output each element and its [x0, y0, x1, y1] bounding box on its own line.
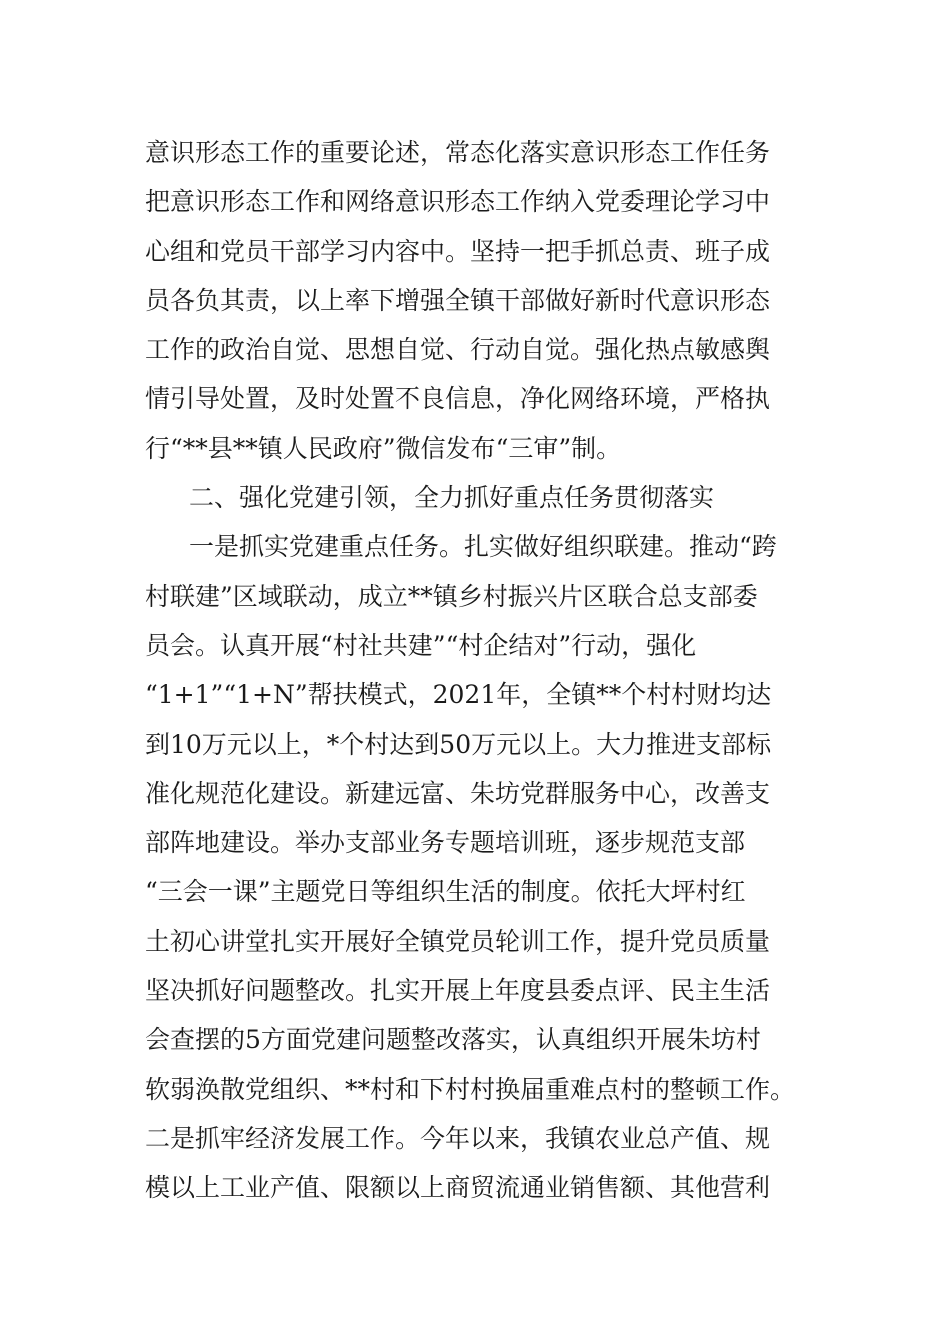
text-line-19: 会查摆的5方面党建问题整改落实，认真组织开展朱坊村 — [145, 1025, 761, 1055]
text-line-10: 村联建”区域联动，成立**镇乡村振兴片区联合总支部委 — [145, 581, 758, 611]
text-line-4: 员各负其责，以上率下增强全镇干部做好新时代意识形态 — [145, 285, 771, 315]
text-line-20: 软弱涣散党组织、**村和下村村换届重难点村的整顿工作。 — [145, 1074, 796, 1104]
text-line-6: 情引导处置，及时处置不良信息，净化网络环境，严格执 — [145, 384, 771, 414]
text-line-5: 工作的政治自觉、思想自觉、行动自觉。强化热点敏感舆 — [145, 335, 771, 365]
text-line-22: 模以上工业产值、限额以上商贸流通业销售额、其他营利 — [145, 1173, 771, 1203]
body-text — [145, 128, 835, 1213]
text-line-7: 行“**县**镇人民政府”微信发布“三审”制。 — [145, 433, 622, 463]
text-line-16: “三会一课”主题党日等组织生活的制度。依托大坪村红 — [145, 877, 746, 907]
text-line-17: 土初心讲堂扎实开展好全镇党员轮训工作，提升党员质量 — [145, 926, 771, 956]
text-line-15: 部阵地建设。举办支部业务专题培训班，逐步规范支部 — [145, 828, 746, 858]
text-line-3: 心组和党员干部学习内容中。坚持一把手抓总责、班子成 — [145, 236, 771, 266]
text-line-9: 一是抓实党建重点任务。扎实做好组织联建。推动“跨 — [189, 532, 777, 562]
text-line-13: 到10万元以上，*个村达到50万元以上。大力推进支部标 — [145, 729, 772, 759]
text-line-21: 二是抓牢经济发展工作。今年以来，我镇农业总产值、规 — [145, 1123, 771, 1153]
text-line-2: 把意识形态工作和网络意识形态工作纳入党委理论学习中 — [145, 187, 771, 217]
text-line-14: 准化规范化建设。新建远富、朱坊党群服务中心，改善支 — [145, 778, 771, 808]
text-line-1: 意识形态工作的重要论述，常态化落实意识形态工作任务 — [145, 138, 771, 167]
section-heading: 二、强化党建引领，全力抓好重点任务贯彻落实 — [189, 483, 715, 513]
text-line-11: 员会。认真开展“村社共建”“村企结对”行动，强化 — [145, 630, 697, 660]
text-line-12: “1+1”“1+N”帮扶模式，2021年，全镇**个村村财均达 — [145, 680, 772, 710]
text-line-18: 坚决抓好问题整改。扎实开展上年度县委点评、民主生活 — [145, 976, 771, 1006]
